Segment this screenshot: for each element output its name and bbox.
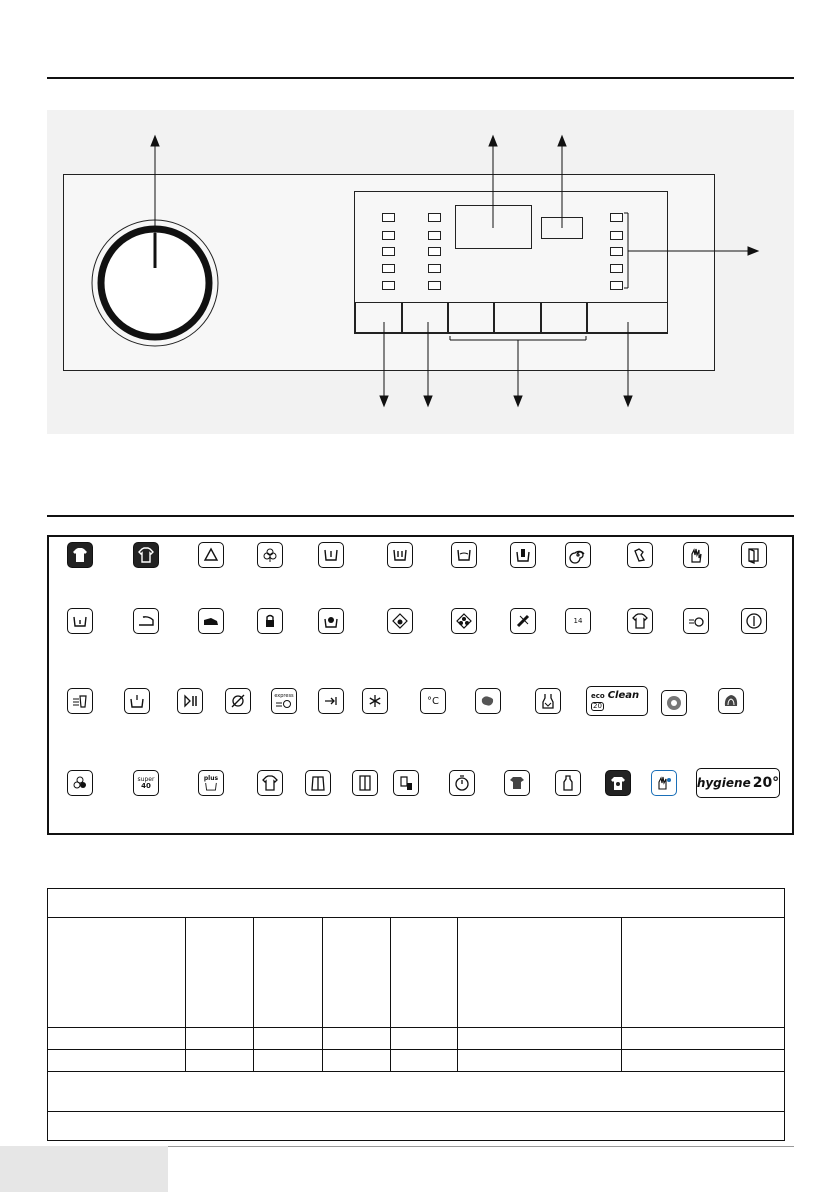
quick-wash-icon bbox=[683, 608, 709, 634]
plus-icon bbox=[198, 770, 224, 796]
table-cell bbox=[48, 1028, 186, 1050]
led-mid-5 bbox=[428, 281, 441, 290]
table-cell bbox=[254, 918, 323, 1028]
table-cell bbox=[458, 1028, 621, 1050]
mainwash-icon bbox=[387, 542, 413, 568]
fast-icon bbox=[67, 688, 93, 714]
main-display bbox=[455, 205, 532, 249]
super-label: super bbox=[137, 775, 155, 783]
express-icon bbox=[271, 688, 297, 714]
table-footer-row bbox=[48, 1072, 785, 1112]
table-cell bbox=[621, 1050, 784, 1072]
table-cell bbox=[322, 1028, 390, 1050]
led-right-3 bbox=[610, 247, 623, 256]
shirt-icon bbox=[627, 608, 653, 634]
led-left-1 bbox=[382, 213, 395, 222]
hygiene-word: hygiene bbox=[696, 776, 751, 790]
iron-icon bbox=[133, 608, 159, 634]
timer-icon bbox=[449, 770, 475, 796]
table-cell bbox=[186, 1028, 254, 1050]
spin-icon bbox=[565, 542, 591, 568]
table-footer-row bbox=[48, 1112, 785, 1141]
symbols-frame bbox=[47, 535, 794, 835]
super-num: 40 bbox=[141, 781, 151, 790]
ecoclean-eco: eco bbox=[591, 692, 605, 700]
table-cell bbox=[621, 918, 784, 1028]
lingerie-icon bbox=[535, 688, 561, 714]
super-40-icon bbox=[133, 770, 159, 796]
eco-icon bbox=[451, 608, 477, 634]
rinse-icon bbox=[451, 542, 477, 568]
synthetic-icon bbox=[133, 542, 159, 568]
cotton-icon bbox=[67, 542, 93, 568]
led-mid-3 bbox=[428, 247, 441, 256]
table-cell bbox=[390, 1028, 458, 1050]
cold-icon bbox=[362, 688, 388, 714]
ecoclean-num: 20 bbox=[593, 702, 602, 710]
led-left-5 bbox=[382, 281, 395, 290]
prewash-icon bbox=[318, 542, 344, 568]
start-pause-button[interactable] bbox=[587, 302, 668, 333]
temperature-icon bbox=[420, 688, 446, 714]
quick-14-label: 14 bbox=[573, 617, 583, 625]
table-cell bbox=[458, 1050, 621, 1072]
led-right-1 bbox=[610, 213, 623, 222]
table-cell bbox=[458, 918, 621, 1028]
table-cell bbox=[186, 918, 254, 1028]
table-cell bbox=[48, 918, 186, 1028]
basin-icon bbox=[124, 688, 150, 714]
led-right-4 bbox=[610, 264, 623, 273]
table-cell bbox=[322, 1050, 390, 1072]
bottle-icon bbox=[555, 770, 581, 796]
panel-button-2[interactable] bbox=[402, 302, 448, 333]
express-label: express bbox=[274, 692, 294, 699]
table-header-row bbox=[48, 889, 785, 918]
panel-button-5[interactable] bbox=[541, 302, 587, 333]
program-dial[interactable] bbox=[90, 218, 220, 348]
softener-icon bbox=[510, 542, 536, 568]
ecoclean-word: Clean bbox=[607, 690, 640, 701]
small-display bbox=[541, 217, 583, 239]
table-cell bbox=[254, 1050, 323, 1072]
led-left-3 bbox=[382, 247, 395, 256]
table-cell bbox=[186, 1050, 254, 1072]
stain-icon bbox=[475, 688, 501, 714]
ecoclean-icon bbox=[586, 686, 648, 716]
panel-button-1[interactable] bbox=[355, 302, 402, 333]
door-icon bbox=[741, 542, 767, 568]
outdoor-icon bbox=[352, 770, 378, 796]
panel-button-3[interactable] bbox=[448, 302, 494, 333]
child-lock-icon bbox=[257, 608, 283, 634]
table-cell bbox=[322, 918, 390, 1028]
led-right-5 bbox=[610, 281, 623, 290]
start-pause-icon bbox=[177, 688, 203, 714]
led-right-2 bbox=[610, 231, 623, 240]
section-rule-top bbox=[47, 77, 794, 79]
table-cell bbox=[621, 1028, 784, 1050]
no-spin-icon bbox=[225, 688, 251, 714]
hygiene-icon bbox=[510, 608, 536, 634]
table-cell bbox=[390, 1050, 458, 1072]
bowl-icon bbox=[318, 608, 344, 634]
panel-button-4[interactable] bbox=[494, 302, 541, 333]
spec-table bbox=[47, 888, 785, 1141]
shirts-icon bbox=[257, 770, 283, 796]
table-cell bbox=[254, 1028, 323, 1050]
baby-icon bbox=[67, 770, 93, 796]
plus-label: plus bbox=[203, 774, 219, 782]
steam-icon bbox=[67, 608, 93, 634]
drain-icon bbox=[627, 542, 653, 568]
drum-clean-icon bbox=[661, 690, 687, 716]
wool-icon bbox=[718, 688, 744, 714]
led-left-2 bbox=[382, 231, 395, 240]
hygiene20-icon bbox=[696, 768, 780, 798]
hygiene-num: 20° bbox=[752, 775, 780, 791]
led-mid-2 bbox=[428, 231, 441, 240]
end-icon bbox=[318, 688, 344, 714]
table-cell bbox=[390, 918, 458, 1028]
page-footer-tab bbox=[0, 1146, 168, 1192]
allergy-icon bbox=[651, 770, 677, 796]
mix-icon bbox=[387, 608, 413, 634]
led-mid-4 bbox=[428, 264, 441, 273]
section-rule-symbols bbox=[47, 515, 794, 517]
quick-14-icon bbox=[565, 608, 591, 634]
led-left-4 bbox=[382, 264, 395, 273]
woollens-icon bbox=[198, 542, 224, 568]
handwash-icon bbox=[683, 542, 709, 568]
temperature-label: °C bbox=[427, 695, 439, 707]
jacket-icon bbox=[305, 770, 331, 796]
power-icon bbox=[741, 608, 767, 634]
refresh-icon bbox=[393, 770, 419, 796]
tshirt-icon bbox=[605, 770, 631, 796]
dark-care-icon bbox=[504, 770, 530, 796]
table-cell bbox=[48, 1050, 186, 1072]
delicate-icon bbox=[257, 542, 283, 568]
led-mid-1 bbox=[428, 213, 441, 222]
shoes-icon bbox=[198, 608, 224, 634]
